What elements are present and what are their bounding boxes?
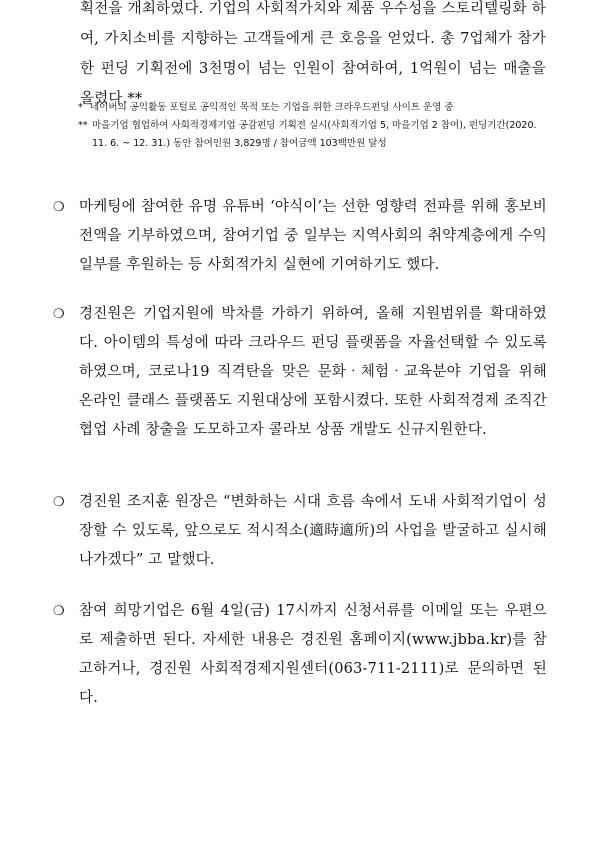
bullet-circle-icon: ❍ [53,200,65,215]
paragraph-text: 경진원은 기업지원에 박차를 가하기 위하여, 올해 지원범위를 확대하였다. 아이템의 특성에 따라 크라우드 펀딩 플랫폼을 자율선택할 수 있도록 하였으며, 코로나19 직격탄을 맞은 문화‧체험‧교육분야 기업을 위해 온라인 클래스 플랫폼도 지원대상에 포함시켰다. 또한 사회적경제 조직간 협업 사례 창출을 도모하고자 콜라보 상품 개발도 신규지원한다. [79,306,547,438]
paragraph-text: 경진원 조지훈 원장은 “변화하는 시대 흐름 속에서 도내 사회적기업이 성장할 수 있도록, 앞으로도 적시적소(適時適所)의 사업을 발굴하고 실시해나가겠다” 고 말했다. [79,494,547,568]
bullet-circle-icon: ❍ [53,604,65,619]
paragraph-support-expansion [53,300,547,445]
footnote-mark: * [78,102,83,113]
continued-paragraph: 획전을 개최하였다. 기업의 사회적가치와 제품 우수성을 스토리텔링화 하여, 가치소비를 지향하는 고객들에게 큰 호응을 얻었다. 총 7업체가 참가한 펀딩 기획전에 3천명이 넘는 인원이 참여하여, 1억원이 넘는 매출을 올렸다.** [80,1,546,107]
footnote-text: 마을기업 협업하여 사회적경제기업 공감펀딩 기획전 실시(사회적기업 5, 마을기업 2 참여), 펀딩기간(2020. 11. 6. ~ 12. 31.) 동안 참여인원 3,829명 / 참여금액 103백만원 달성 [92,120,537,149]
paragraph-director-quote [53,488,547,575]
footnote-text: 네이버의 공익활동 포털로 공익적인 목적 또는 기업을 위한 크라우드펀딩 사이트 운영 중 [90,102,454,113]
paragraph-application-info [53,597,547,713]
bullet-circle-icon: ❍ [53,495,65,510]
bullet-circle-icon: ❍ [53,307,65,322]
footnote-2 [78,117,548,153]
paragraph-text: 마케팅에 참여한 유명 유튜버 ‘야식이’는 선한 영향력 전파를 위해 홍보비 전액을 기부하였으며, 참여기업 중 일부는 지역사회의 취약계층에게 수익 일부를 후원하는 등 사회적가치 실현에 기여하기도 했다. [79,199,547,273]
footnote-mark: ** [78,120,88,131]
paragraph-youtuber-donation [53,193,547,280]
footnote-1 [78,99,548,117]
paragraph-text: 참여 희망기업은 6월 4일(금) 17시까지 신청서류를 이메일 또는 우편으로 제출하면 된다. 자세한 내용은 경진원 홈페이지(www.jbba.kr)를 참고하거나, 경진원 사회적경제지원센터(063-711-2111)로 문의하면 된다. [79,603,547,706]
footnotes [78,99,548,153]
